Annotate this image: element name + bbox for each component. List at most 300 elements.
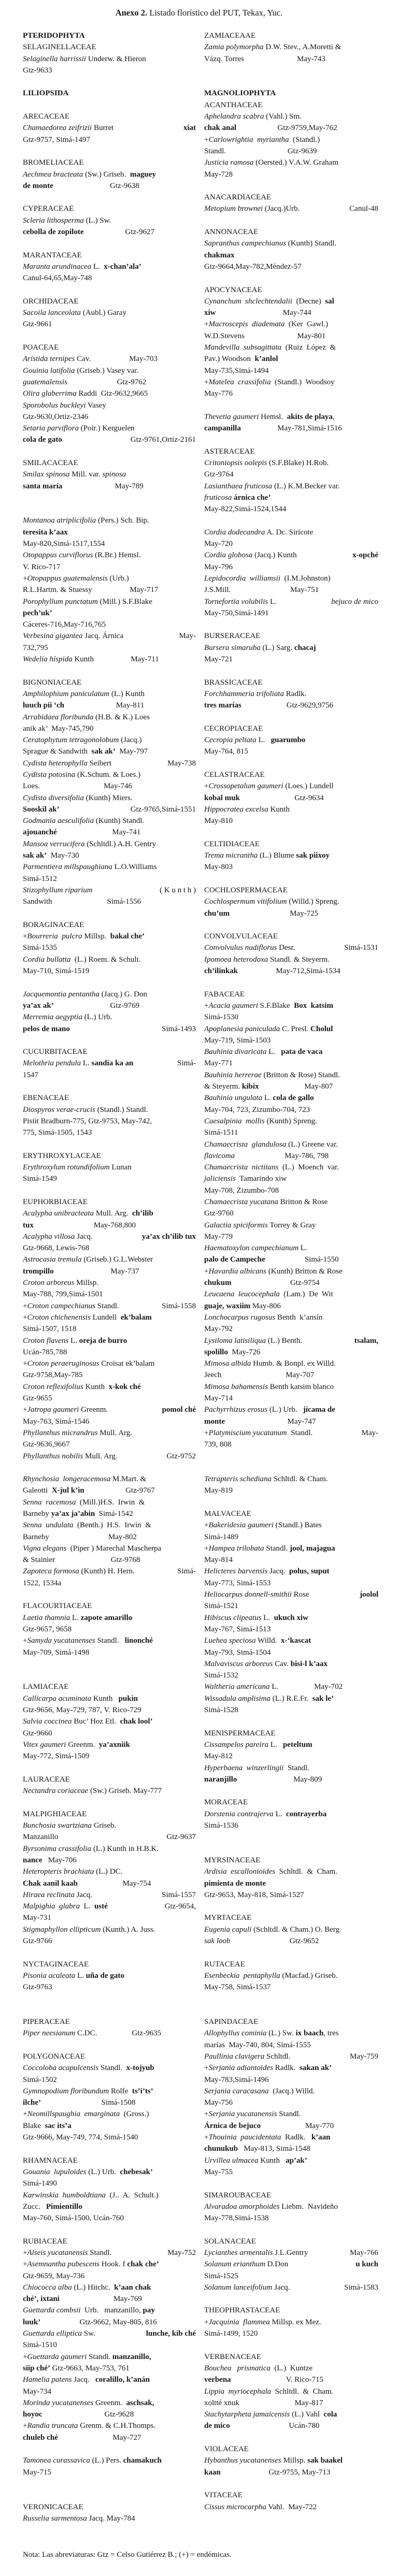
text-line bbox=[23, 1300, 196, 1312]
text-segment: Gtz-9769 bbox=[110, 1001, 140, 1010]
text-line bbox=[204, 1116, 378, 1127]
text-line bbox=[204, 850, 378, 861]
text-segment: Croisat ek’balam bbox=[99, 1359, 155, 1368]
text-line bbox=[23, 919, 196, 931]
text-segment: L. bbox=[268, 1740, 283, 1749]
justify-gap bbox=[134, 2409, 196, 2420]
text-segment: (I.M.Johnston) bbox=[280, 574, 331, 583]
text-segment: (Macfad.) Griseb. bbox=[280, 1971, 338, 1980]
text-line bbox=[23, 319, 196, 330]
text-segment: Metopium brownei bbox=[204, 205, 263, 213]
text-segment: Cydista potosina bbox=[23, 771, 76, 779]
text-line bbox=[204, 2467, 378, 2478]
text-line bbox=[204, 2455, 378, 2466]
text-line bbox=[204, 411, 378, 423]
text-line bbox=[204, 1277, 378, 1289]
text-segment: C.DC. bbox=[75, 2029, 97, 2038]
text-segment: kibix bbox=[241, 1082, 259, 1091]
justify-gap bbox=[319, 1935, 378, 1947]
text-line bbox=[204, 573, 378, 584]
text-segment: May-702 bbox=[314, 1683, 343, 1691]
text-line bbox=[23, 1220, 196, 1231]
text-segment: Gtz-9763 bbox=[23, 1983, 52, 1992]
text-segment: Simá-1583 bbox=[344, 2283, 378, 2292]
text-line bbox=[204, 146, 378, 157]
text-segment: zapote amarillo bbox=[80, 1613, 133, 1622]
text-segment: Hampea trilobata bbox=[208, 1544, 264, 1553]
text-line bbox=[23, 573, 196, 584]
text-line bbox=[23, 2178, 196, 2189]
text-segment: Canul-48 bbox=[349, 205, 378, 213]
justify-gap bbox=[322, 1774, 378, 1785]
text-segment: sandía ka an bbox=[91, 1059, 134, 1068]
justify-gap bbox=[58, 2432, 113, 2443]
text-segment: Radlk. bbox=[281, 2133, 311, 2142]
text-segment: (L.) Sarg. bbox=[260, 643, 294, 652]
text-segment: L. bbox=[91, 262, 104, 271]
left-column bbox=[23, 30, 196, 2524]
text-segment: L. bbox=[75, 1971, 86, 1980]
text-segment: Mimosa bahamensis bbox=[204, 1382, 268, 1391]
text-line bbox=[204, 481, 378, 492]
text-line bbox=[204, 688, 378, 700]
text-segment: Galactia spiciformis bbox=[204, 1221, 268, 1229]
text-segment: Platymiscium yucatanum bbox=[208, 1428, 287, 1437]
text-segment: Croton reflexifolius bbox=[23, 1382, 83, 1391]
text-segment: May-710, Simá-1519 bbox=[23, 967, 90, 976]
text-segment: L. bbox=[81, 1059, 92, 1068]
text-segment: CELTIDIACEAE bbox=[204, 840, 260, 848]
text-segment: chacaj bbox=[294, 643, 316, 652]
text-line bbox=[204, 492, 378, 503]
text-line bbox=[23, 2467, 196, 2478]
text-segment: Otopappus guatemalensis bbox=[27, 574, 108, 583]
text-line bbox=[204, 2282, 378, 2293]
justify-gap bbox=[239, 2397, 295, 2409]
text-line bbox=[23, 815, 196, 827]
text-segment: Gtz-9661 bbox=[23, 320, 52, 329]
text-line bbox=[204, 1855, 378, 1866]
text-line bbox=[23, 2097, 196, 2108]
justify-gap bbox=[135, 1566, 177, 1577]
text-line bbox=[23, 804, 196, 815]
text-segment: Árnica de bejuco bbox=[204, 2121, 261, 2130]
text-segment: Willd. bbox=[255, 1637, 281, 1645]
text-line bbox=[23, 111, 196, 122]
text-line bbox=[204, 1069, 378, 1081]
text-segment: Cynanchum shclechtendalii bbox=[204, 297, 292, 306]
text-segment: Croton chichenensis bbox=[27, 1313, 91, 1322]
text-segment: Simá-1507, 1518 bbox=[23, 1325, 77, 1334]
text-segment: Montanoa atriplicifolia bbox=[23, 516, 96, 525]
family-block bbox=[204, 30, 378, 65]
text-segment: (J.. A. Schult.) bbox=[106, 2191, 159, 2199]
justify-gap bbox=[136, 1220, 196, 1231]
justify-gap bbox=[230, 2420, 289, 2432]
text-segment: Eugenia capuli bbox=[204, 1925, 252, 1934]
text-segment: SOLANACEAE bbox=[204, 2237, 256, 2246]
text-line bbox=[204, 1473, 378, 1485]
text-segment: Jacquemontia pentantha bbox=[23, 990, 100, 998]
text-segment: Stigmaphyllon ellipticum bbox=[23, 1925, 101, 1934]
text-line bbox=[23, 1543, 196, 1554]
text-segment: Diospyros verae-crucis bbox=[23, 1105, 95, 1114]
text-line bbox=[204, 1670, 378, 1681]
text-segment: (Mill.) S.F.Blake bbox=[97, 597, 152, 606]
text-segment: Pimientillo bbox=[46, 2202, 82, 2211]
text-line bbox=[23, 481, 196, 492]
justify-gap bbox=[140, 827, 196, 838]
text-segment: May-755 bbox=[204, 2167, 233, 2176]
justify-gap bbox=[238, 965, 276, 977]
text-segment: (Standl.) Woodsoy bbox=[271, 378, 335, 386]
text-segment: CECROPIACEAE bbox=[204, 724, 263, 733]
text-line bbox=[23, 1046, 196, 1058]
text-segment: Guettarda combsii bbox=[23, 2306, 81, 2315]
text-line bbox=[204, 2201, 378, 2212]
text-segment: (Pers.) Sch. Bip. bbox=[96, 516, 149, 525]
justify-gap bbox=[141, 2432, 196, 2443]
text-segment: VERONICACEAE bbox=[23, 2502, 83, 2511]
text-line bbox=[23, 307, 196, 319]
justify-gap bbox=[225, 1416, 288, 1427]
text-segment: VERBENACEAE bbox=[204, 2352, 261, 2361]
text-segment: Hippocratea excelsa bbox=[204, 805, 268, 814]
text-segment: May-778,Simá-1538 bbox=[204, 2214, 269, 2223]
text-line bbox=[23, 1970, 196, 1981]
text-segment: & Stainier bbox=[23, 1556, 55, 1565]
text-segment: May-802 bbox=[108, 1532, 137, 1541]
text-segment: Lasianthaea fruticosa bbox=[204, 482, 273, 490]
text-segment: M.Mart. & bbox=[110, 1475, 147, 1484]
text-segment: May-712,Simá-1534 bbox=[276, 967, 340, 976]
text-segment: May-769 bbox=[113, 2295, 142, 2304]
justify-gap bbox=[62, 481, 115, 492]
text-segment: Arrabidaea floribunda bbox=[23, 713, 94, 721]
text-line bbox=[23, 434, 196, 445]
text-segment: 732,795 bbox=[23, 643, 48, 652]
text-line bbox=[23, 1162, 196, 1173]
text-line bbox=[204, 1589, 378, 1600]
text-segment: Lippia myriocephala bbox=[204, 2387, 272, 2396]
text-segment: May-789 bbox=[115, 482, 144, 490]
text-segment: Mill. var. bbox=[69, 470, 103, 479]
text-segment: Gtz-9634 bbox=[294, 793, 324, 802]
text-line bbox=[23, 1704, 196, 1716]
text-line bbox=[23, 2108, 196, 2120]
text-segment: L. bbox=[268, 597, 277, 606]
text-segment: X-jul k’ìn bbox=[51, 1486, 84, 1495]
text-segment: Critoniopsis oolepis bbox=[204, 458, 267, 467]
text-segment: May-750,Simá-1491 bbox=[204, 609, 269, 617]
justify-gap bbox=[34, 1220, 94, 1231]
text-segment: Caesalpinia mollis bbox=[204, 1117, 265, 1125]
text-segment: Box katsim bbox=[294, 1001, 333, 1010]
text-segment: LAURACEAE bbox=[23, 1775, 70, 1784]
text-segment: Matelea crassifolia bbox=[208, 378, 271, 386]
justify-gap bbox=[235, 1150, 285, 1162]
text-line bbox=[204, 250, 378, 261]
text-segment: Standl. bbox=[88, 2249, 112, 2257]
justify-gap bbox=[83, 226, 125, 238]
text-line bbox=[204, 2039, 378, 2051]
text-line bbox=[204, 2443, 378, 2455]
text-line bbox=[23, 596, 196, 607]
text-segment: (Urb.) bbox=[107, 574, 129, 583]
justify-gap bbox=[144, 481, 196, 492]
text-line bbox=[23, 2293, 196, 2305]
justify-gap bbox=[323, 2397, 378, 2409]
text-line bbox=[204, 1173, 378, 1184]
family-block bbox=[23, 203, 196, 238]
text-line bbox=[23, 1693, 196, 1704]
text-segment: Radlk. bbox=[284, 689, 307, 698]
text-line bbox=[23, 1843, 196, 1855]
text-segment: Raddi Gtz-9632,9665 bbox=[76, 389, 148, 398]
justify-gap bbox=[333, 1081, 378, 1092]
justify-gap bbox=[333, 700, 378, 711]
justify-gap bbox=[231, 584, 290, 596]
text-line bbox=[204, 1092, 378, 1104]
text-line bbox=[23, 2513, 196, 2524]
text-line bbox=[23, 215, 196, 226]
text-segment: May-730 bbox=[47, 851, 79, 860]
text-segment: L. bbox=[269, 1683, 279, 1691]
text-line bbox=[23, 2132, 196, 2143]
text-segment: Gtz-9639 bbox=[287, 147, 317, 155]
text-segment: ANNONACEAE bbox=[204, 228, 259, 237]
text-line bbox=[23, 53, 196, 65]
justify-gap bbox=[343, 1681, 378, 1692]
text-line bbox=[204, 307, 378, 319]
text-segment: Crossopetalum gaumeri bbox=[208, 782, 283, 791]
family-block bbox=[23, 919, 196, 977]
text-line bbox=[23, 2120, 196, 2132]
text-line bbox=[204, 1381, 378, 1393]
text-line bbox=[204, 342, 378, 353]
text-segment: (Jacq.) Willd. bbox=[268, 2087, 315, 2095]
text-segment: 739, 808 bbox=[204, 1440, 232, 1449]
justify-gap bbox=[265, 1254, 305, 1265]
justify-gap bbox=[108, 1404, 162, 1415]
text-segment: bakal che’ bbox=[110, 932, 145, 941]
text-segment: Sacoila lanceolata bbox=[23, 309, 81, 317]
text-segment: May-734 bbox=[23, 2387, 51, 2396]
text-line bbox=[23, 65, 196, 76]
text-line bbox=[204, 111, 378, 122]
text-segment: Rolfe bbox=[109, 2087, 132, 2095]
text-line bbox=[23, 2339, 196, 2351]
text-line bbox=[204, 503, 378, 515]
right-column bbox=[204, 30, 378, 2513]
text-segment: Chamaecrista yucatana bbox=[204, 1197, 278, 1206]
text-line bbox=[204, 1566, 378, 1577]
text-line bbox=[23, 469, 196, 480]
family-block bbox=[23, 2455, 196, 2478]
family-block bbox=[23, 296, 196, 330]
text-segment: Cecropia peltata bbox=[204, 736, 257, 745]
text-segment: Luehea speciosa bbox=[204, 1637, 256, 1645]
text-segment: MARANTACEAE bbox=[23, 251, 82, 259]
text-line bbox=[204, 780, 378, 792]
text-segment: Jeech bbox=[204, 1371, 222, 1380]
text-segment: Simá-1542 bbox=[95, 1510, 133, 1518]
text-line bbox=[23, 1566, 196, 1577]
text-segment: (Benth.) H.S. Irwin & bbox=[73, 1521, 151, 1530]
text-line bbox=[204, 989, 378, 1000]
text-segment: Wissadula amplisima bbox=[204, 1694, 271, 1703]
text-segment: CYPERACEAE bbox=[23, 205, 74, 213]
text-segment: Simá-1510 bbox=[23, 2341, 57, 2350]
justify-gap bbox=[323, 2374, 378, 2385]
text-segment: Standl. bbox=[204, 147, 226, 155]
text-segment: Laetia thamnia bbox=[23, 1613, 70, 1622]
justify-gap bbox=[311, 307, 378, 319]
justify-gap bbox=[113, 122, 183, 134]
text-segment: Simá-1511 bbox=[204, 1128, 238, 1137]
text-segment: Serjania caracasana bbox=[204, 2087, 269, 2095]
justify-gap bbox=[111, 2247, 167, 2259]
text-segment: Seibert bbox=[87, 759, 112, 768]
text-line bbox=[204, 1046, 378, 1058]
text-segment: coralillo, k’anán bbox=[95, 2376, 150, 2384]
text-segment: Simá-1557 bbox=[162, 1890, 196, 1899]
text-segment: pimienta de monte bbox=[204, 1879, 266, 1888]
text-segment: SAPINDACEAE bbox=[204, 2018, 259, 2027]
text-line bbox=[23, 1173, 196, 1184]
text-line bbox=[204, 1427, 378, 1439]
text-segment: Mansoa verrucifera bbox=[23, 840, 85, 848]
text-segment: Gtz-9761,Ortiz-2161 bbox=[130, 436, 196, 444]
text-segment: Gtz-9635 bbox=[132, 2029, 161, 2038]
justify-gap bbox=[55, 1554, 111, 1566]
text-segment: ch’ilib bbox=[132, 1209, 153, 1218]
text-line bbox=[23, 2074, 196, 2086]
text-line bbox=[23, 2016, 196, 2028]
text-line bbox=[23, 250, 196, 261]
text-line bbox=[23, 850, 196, 861]
text-line bbox=[204, 1924, 378, 1935]
text-segment: Millsp. bbox=[82, 932, 110, 941]
text-line bbox=[23, 1347, 196, 1358]
text-segment: Simá-1530 bbox=[204, 1013, 238, 1022]
family-block bbox=[23, 30, 196, 76]
text-segment: (Schltdl. & Cham.) O. Berg bbox=[251, 1925, 339, 1934]
text-segment: Acalypha villosa bbox=[23, 1232, 75, 1241]
text-segment: Britton & Rose bbox=[278, 1197, 328, 1206]
justify-gap bbox=[316, 1416, 379, 1427]
text-segment: Simá-1490 bbox=[23, 2179, 57, 2188]
text-line bbox=[204, 1208, 378, 1219]
text-segment: Gtz-9657, 9658 bbox=[23, 1625, 72, 1633]
text-segment: Gtz-9762 bbox=[117, 378, 147, 386]
text-line bbox=[204, 2247, 378, 2259]
text-segment: May-711 bbox=[131, 655, 159, 664]
text-segment: BIGNONIACEAE bbox=[23, 678, 82, 687]
text-segment: sak le’ bbox=[312, 1694, 334, 1703]
text-segment: ix baach bbox=[295, 2029, 324, 2038]
text-segment: Zapoteca formosa bbox=[23, 1567, 79, 1576]
text-segment: Cholul bbox=[310, 1024, 333, 1033]
text-segment: Phyllanthus nobilis bbox=[23, 1452, 83, 1460]
text-line bbox=[204, 1704, 378, 1716]
text-segment: pelos de mano bbox=[23, 1024, 70, 1033]
family-block bbox=[204, 1959, 378, 1993]
text-segment: May-770 bbox=[305, 2121, 334, 2130]
text-line bbox=[204, 2108, 378, 2120]
text-line bbox=[204, 1658, 378, 1670]
text-line bbox=[23, 1750, 196, 1762]
text-segment: Bourreria pulcra bbox=[27, 932, 82, 941]
text-segment: Otopappus curviflorus bbox=[23, 551, 93, 560]
text-line bbox=[23, 1531, 196, 1543]
text-line bbox=[23, 1578, 196, 1589]
text-segment: May-704, 723, Zizumbo-704, 723 bbox=[204, 1105, 310, 1114]
text-segment: Kunth bbox=[72, 655, 94, 664]
text-segment: May-737 bbox=[110, 1267, 139, 1276]
text-segment: Lunan bbox=[109, 1163, 132, 1172]
family-block bbox=[204, 2190, 378, 2224]
text-segment: Barneby bbox=[23, 1532, 49, 1541]
text-segment: Gtz-9755, May-713 bbox=[268, 2468, 331, 2477]
family-block bbox=[204, 527, 378, 619]
text-line bbox=[23, 2305, 196, 2316]
text-segment: Stizophyllum riparium bbox=[23, 886, 93, 894]
text-segment: jaliciensis bbox=[204, 1175, 236, 1183]
text-segment: Hemsl. bbox=[259, 412, 287, 421]
family-block bbox=[204, 1728, 378, 1785]
text-segment: Zucc. bbox=[23, 2202, 46, 2211]
text-segment: Standl. & Steyerm. bbox=[268, 955, 330, 964]
text-segment: (L.) K.M.Becker var. bbox=[272, 482, 340, 490]
text-line bbox=[204, 2155, 378, 2166]
text-line bbox=[23, 642, 196, 654]
text-line bbox=[23, 1855, 196, 1866]
text-segment: L.O.Williams bbox=[112, 863, 157, 872]
text-segment: May- bbox=[361, 1428, 378, 1437]
text-segment: chunukub bbox=[204, 2145, 238, 2153]
text-segment: Coccoloba acapulcensis bbox=[23, 2064, 99, 2073]
justify-gap bbox=[158, 584, 196, 596]
text-segment: Jacq. May-784 bbox=[87, 2514, 135, 2523]
justify-gap bbox=[241, 423, 277, 434]
text-line bbox=[204, 1416, 378, 1427]
text-line bbox=[23, 561, 196, 573]
text-line bbox=[23, 1150, 196, 1162]
text-segment: + bbox=[23, 2110, 27, 2119]
justify-gap bbox=[312, 1427, 361, 1439]
text-line bbox=[204, 1728, 378, 1739]
text-segment: ché’, ixtani bbox=[23, 2295, 60, 2304]
text-segment: Blake bbox=[23, 2121, 45, 2130]
text-segment: Senna racemosa bbox=[23, 1498, 76, 1507]
text-segment: May-797 bbox=[115, 747, 148, 756]
text-segment: May-771 bbox=[204, 1059, 233, 1068]
family-block bbox=[204, 88, 378, 180]
text-segment: Simá-1502 bbox=[23, 2075, 57, 2084]
justify-gap bbox=[157, 2317, 196, 2328]
text-line bbox=[204, 2051, 378, 2062]
text-line bbox=[23, 2062, 196, 2074]
text-line bbox=[23, 1000, 196, 1011]
text-segment: Mull. Arg. bbox=[97, 1428, 132, 1437]
text-line bbox=[204, 330, 378, 342]
text-line bbox=[23, 2259, 196, 2270]
text-segment: (Standl.) Bates bbox=[273, 1521, 322, 1530]
text-line bbox=[23, 272, 196, 284]
text-segment: Ucán-780 bbox=[289, 2422, 320, 2430]
text-segment: (K.Schum. & Loes.) bbox=[75, 771, 141, 779]
